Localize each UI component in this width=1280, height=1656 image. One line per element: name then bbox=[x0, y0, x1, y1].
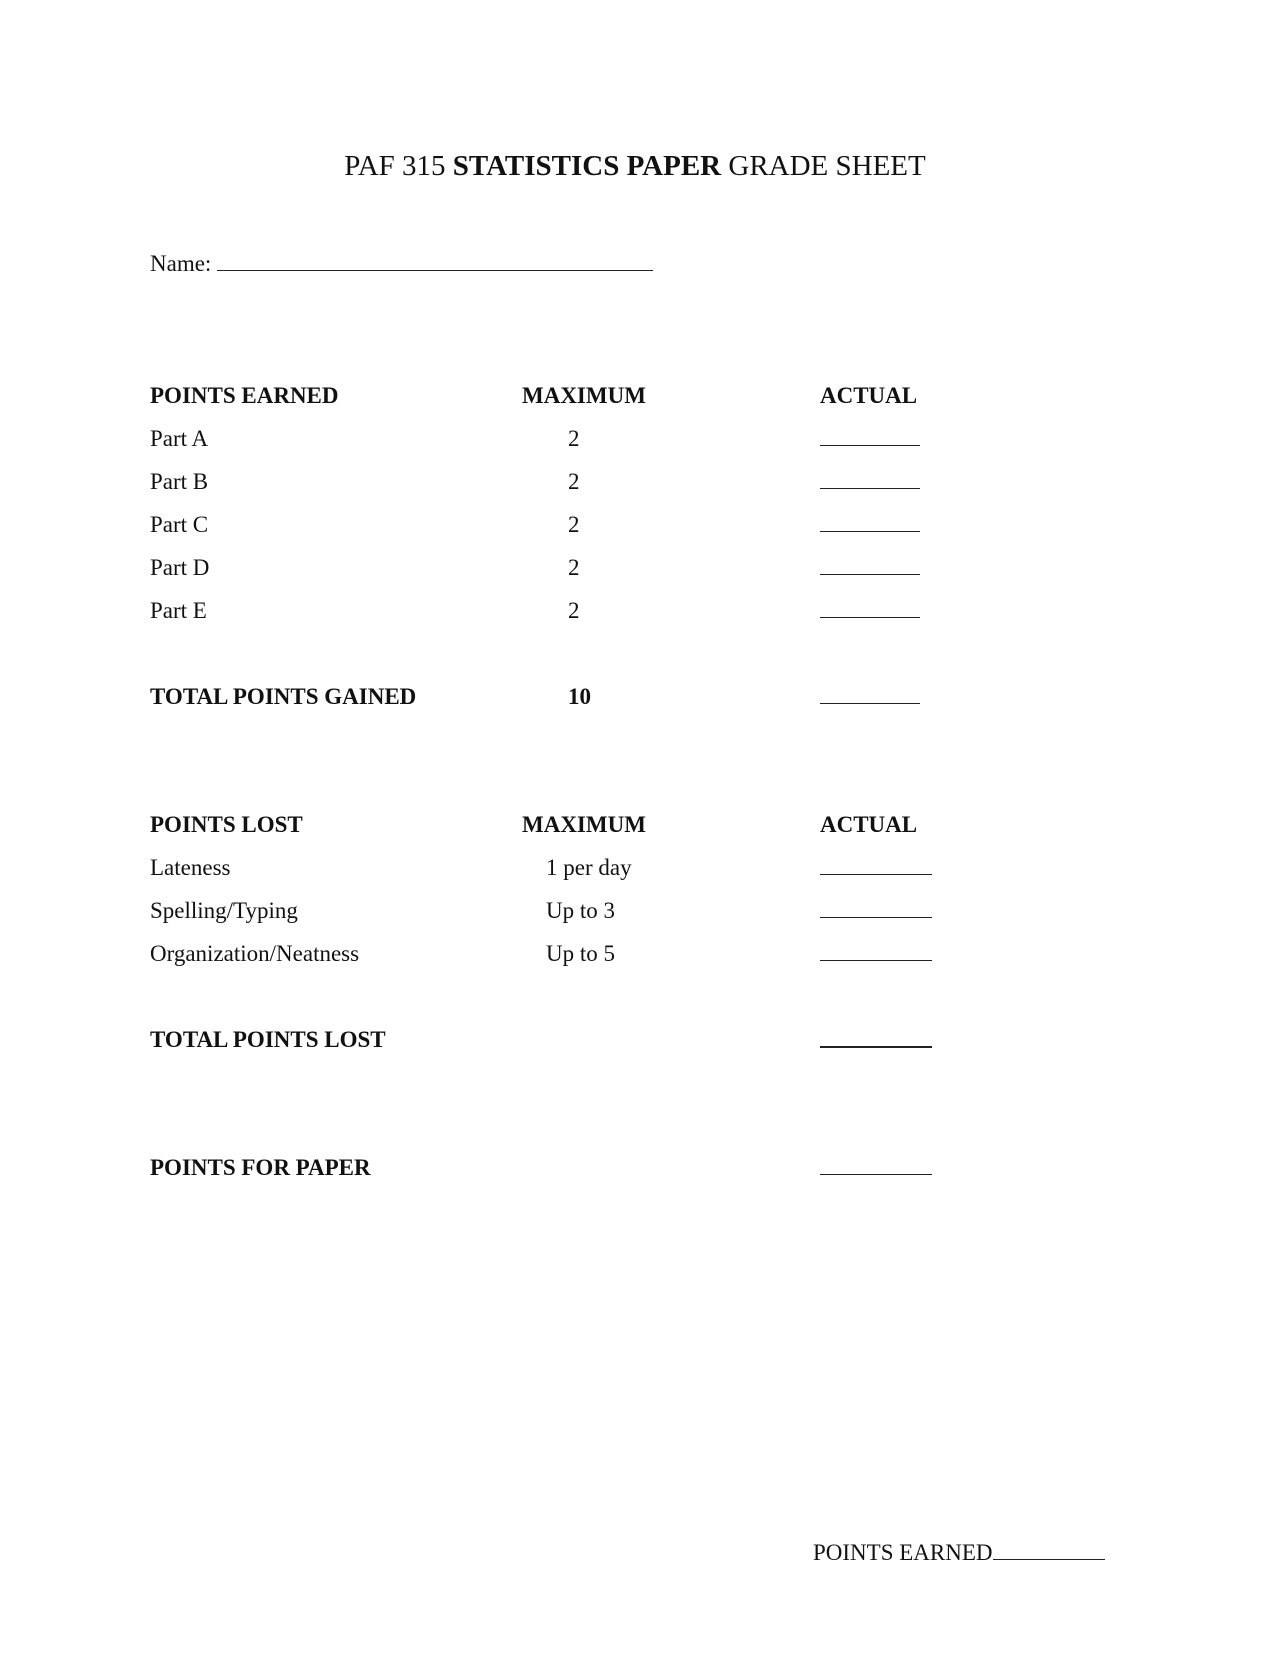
lost-row-actual bbox=[820, 854, 932, 882]
earned-row-actual bbox=[820, 511, 920, 539]
lost-row-max: 1 per day bbox=[546, 855, 632, 880]
footer-blank[interactable] bbox=[993, 1539, 1105, 1560]
lost-row-actual bbox=[820, 940, 932, 968]
actual-blank[interactable] bbox=[820, 468, 920, 489]
lost-header-actual: ACTUAL bbox=[820, 812, 918, 837]
title-bold: STATISTICS PAPER bbox=[452, 150, 722, 182]
total-gained-max: 10 bbox=[568, 684, 591, 709]
earned-header-maximum: MAXIMUM bbox=[522, 383, 646, 408]
actual-blank[interactable] bbox=[820, 597, 920, 618]
actual-blank[interactable] bbox=[820, 683, 920, 704]
earned-row-max: 2 bbox=[568, 469, 580, 494]
actual-blank[interactable] bbox=[820, 897, 932, 918]
name-blank[interactable] bbox=[217, 250, 653, 271]
earned-row-label: Part B bbox=[150, 469, 209, 494]
page-title bbox=[0, 150, 1270, 183]
lost-row-actual bbox=[820, 897, 932, 925]
earned-row-max: 2 bbox=[568, 555, 580, 580]
footer-points-earned bbox=[813, 1539, 1105, 1567]
actual-blank[interactable] bbox=[820, 511, 920, 532]
earned-header-label: POINTS EARNED bbox=[150, 383, 339, 408]
earned-row-max: 2 bbox=[568, 598, 580, 623]
earned-row-label: Part A bbox=[150, 426, 209, 451]
actual-blank[interactable] bbox=[820, 1026, 932, 1048]
earned-row-label: Part E bbox=[150, 598, 207, 623]
lost-row-label: Spelling/Typing bbox=[150, 898, 298, 923]
points-for-paper-actual bbox=[820, 1154, 932, 1182]
actual-blank[interactable] bbox=[820, 554, 920, 575]
name-label: Name: bbox=[150, 251, 212, 276]
lost-row-label: Organization/Neatness bbox=[150, 941, 360, 966]
actual-blank[interactable] bbox=[820, 854, 932, 875]
earned-row-label: Part C bbox=[150, 512, 209, 537]
earned-row-max: 2 bbox=[568, 512, 580, 537]
actual-blank[interactable] bbox=[820, 940, 932, 961]
earned-row-actual bbox=[820, 425, 920, 453]
earned-row-actual bbox=[820, 468, 920, 496]
points-for-paper-label: POINTS FOR PAPER bbox=[150, 1155, 371, 1180]
lost-header-label: POINTS LOST bbox=[150, 812, 303, 837]
actual-blank[interactable] bbox=[820, 1154, 932, 1175]
footer-label: POINTS EARNED bbox=[813, 1540, 993, 1565]
title-suffix: GRADE SHEET bbox=[728, 150, 926, 182]
actual-blank[interactable] bbox=[820, 425, 920, 446]
name-field-row bbox=[150, 250, 653, 278]
total-lost-actual bbox=[820, 1026, 932, 1055]
lost-header-maximum: MAXIMUM bbox=[522, 812, 646, 837]
earned-header-actual: ACTUAL bbox=[820, 383, 918, 408]
lost-row-max: Up to 5 bbox=[546, 941, 615, 966]
title-prefix: PAF 315 bbox=[344, 150, 446, 182]
earned-row-actual bbox=[820, 597, 920, 625]
total-gained-label: TOTAL POINTS GAINED bbox=[150, 684, 417, 709]
earned-row-actual bbox=[820, 554, 920, 582]
earned-row-label: Part D bbox=[150, 555, 210, 580]
total-lost-label: TOTAL POINTS LOST bbox=[150, 1027, 386, 1052]
lost-row-label: Lateness bbox=[150, 855, 231, 880]
total-gained-actual bbox=[820, 683, 920, 711]
earned-row-max: 2 bbox=[568, 426, 580, 451]
lost-row-max: Up to 3 bbox=[546, 898, 615, 923]
